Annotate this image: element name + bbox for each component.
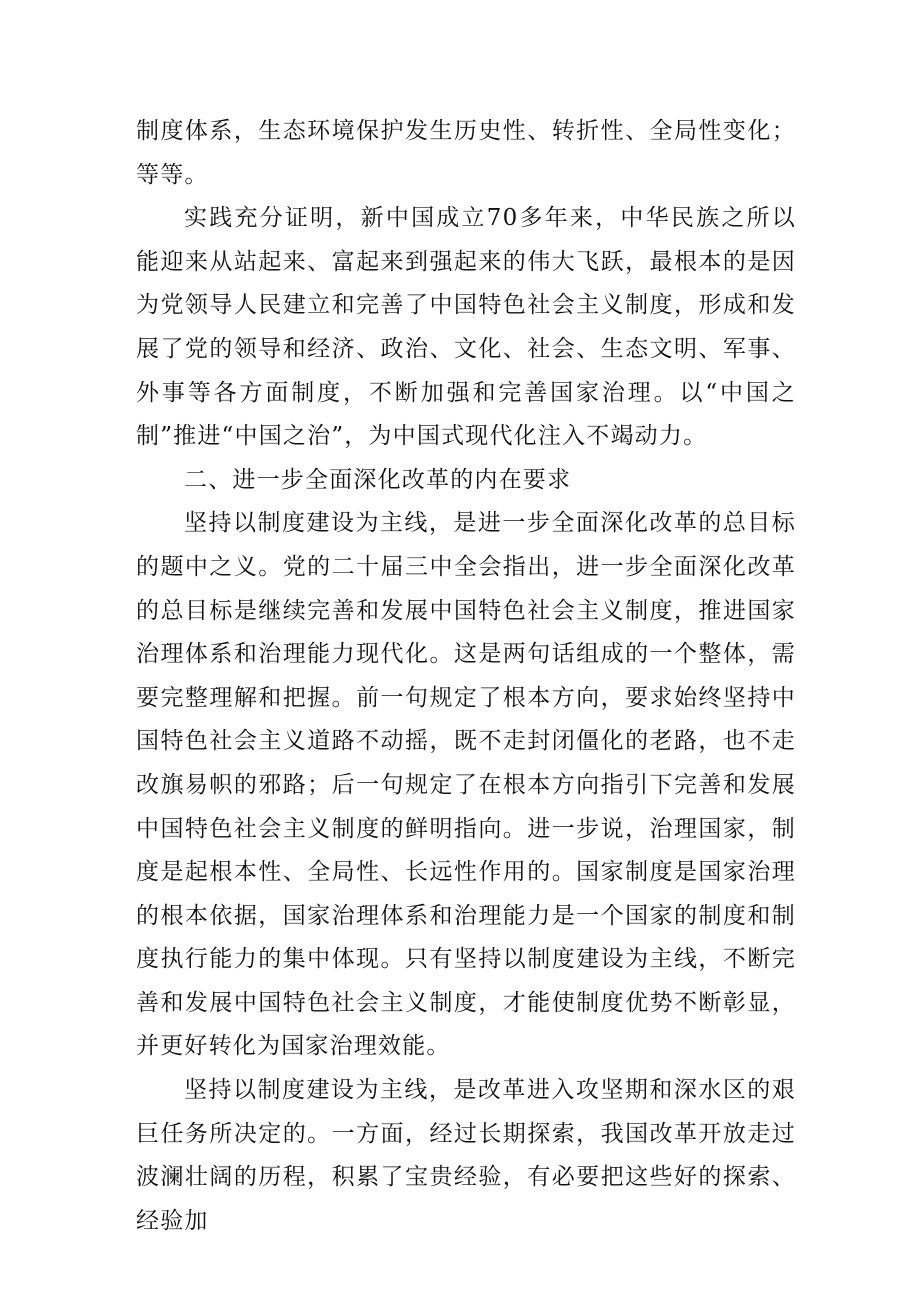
paragraph-continuation: 制度体系，生态环境保护发生历史性、转折性、全局性变化；等等。: [136, 118, 796, 188]
document-body: [136, 110, 796, 1243]
paragraph-reform-task: 坚持以制度建设为主线，是改革进入攻坚期和深水区的艰巨任务所决定的。一方面，经过长期探索，我国改革开放走过波澜壮阔的历程，积累了宝贵经验，有必要把这些好的探索、经验加: [136, 1077, 796, 1234]
section-heading: 二、进一步全面深化改革的内在要求: [184, 466, 572, 493]
paragraph-overall-goal: 坚持以制度建设为主线，是进一步全面深化改革的总目标的题中之义。党的二十届三中全会指出，进一步全面深化改革的总目标是继续完善和发展中国特色社会主义制度，推进国家治理体系和治理能力现代化。这是两句话组成的一个整体，需要完整理解和把握。前一句规定了根本方向，要求始终坚持中国特色社会主义道路不动摇，既不走封闭僵化的老路，也不走改旗易帜的邪路；后一句规定了在根本方向指引下完善和发展中国特色社会主义制度的鲜明指向。进一步说，治理国家，制度是起根本性、全局性、长远性作用的。国家制度是国家治理的根本依据，国家治理体系和治理能力是一个国家的制度和制度执行能力的集中体现。只有坚持以制度建设为主线，不断完善和发展中国特色社会主义制度，才能使制度优势不断彰显，并更好转化为国家治理效能。: [136, 510, 796, 1060]
paragraph-practice-proof: 实践充分证明，新中国成立70多年来，中华民族之所以能迎来从站起来、富起来到强起来的伟大飞跃，最根本的是因为党领导人民建立和完善了中国特色社会主义制度，形成和发展了党的领导和经济、政治、文化、社会、生态文明、军事、外事等各方面制度，不断加强和完善国家治理。以“中国之制”推进“中国之治”，为中国式现代化注入不竭动力。: [136, 205, 796, 450]
